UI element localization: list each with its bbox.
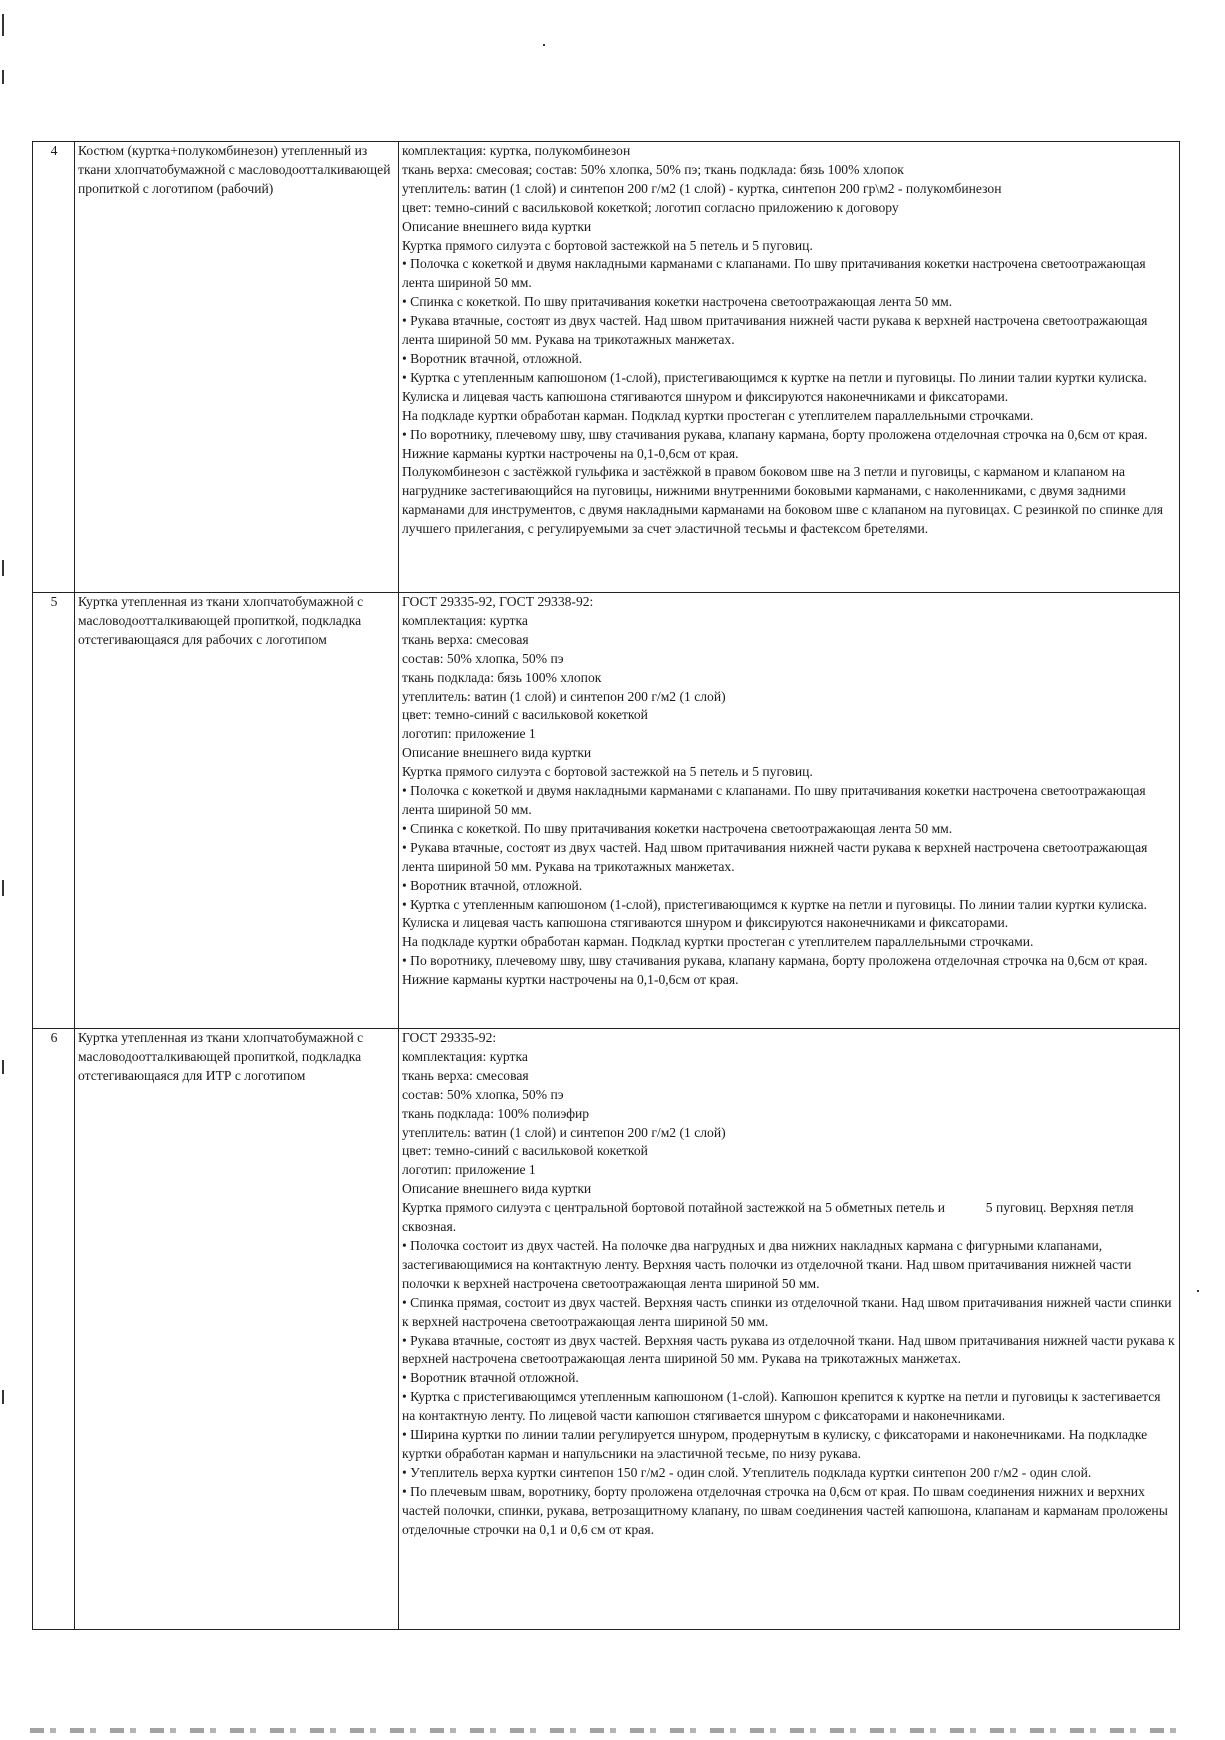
description-line: цвет: темно-синий с васильковой кокеткой <box>402 1143 648 1159</box>
description-line: • Спинка с кокеткой. По шву притачивания кокетки настрочена светоотражающая лента 50 мм. <box>402 820 953 836</box>
item-name: Куртка утепленная из ткани хлопчатобумажной с масловодоотталкивающей пропиткой, подкладка отстегивающаяся для ИТР с логотипом <box>75 1029 399 1630</box>
description-line: ткань верха: смесовая <box>402 631 529 647</box>
description-line: ткань верха: смесовая; состав: 50% хлопка, 50% пэ; ткань подклада: бязь 100% хлопок <box>402 161 904 177</box>
description-line: логотип: приложение 1 <box>402 1162 536 1178</box>
description-line: ткань подклада: бязь 100% хлопок <box>402 669 602 685</box>
description-line: Полукомбинезон с застёжкой гульфика и застёжкой в правом боковом шве на 3 петли и пуговицы, с карманом и клапаном на нагруднике застегивающийся на пуговицы, нижними внутренними боковыми карманами, с наколенниками, с двумя задними карманами для инструментов, с двумя накладными карманами на боковом шве с клапаном на пуговицах. С резинкой по спинке для лучшего прилегания, с регулируемыми за счет эластичной тесьмы и фастексом бретелями. <box>402 464 1167 537</box>
description-line: • По плечевым швам, воротнику, борту проложена отделочная строчка на 0,6см от края. По швам соединения нижних и верхних частей полочки, спинки, рукава, ветрозащитному клапану, по швам соединения частей капюшона, клапанам и карманам проложены отделочные строчки на 0,1 и 0,6 см от края. <box>402 1483 1172 1537</box>
description-line: цвет: темно-синий с васильковой кокеткой; логотип согласно приложению к договору <box>402 199 899 215</box>
description-line: • Воротник втачной отложной. <box>402 1370 579 1386</box>
scan-artifact-left-mark <box>2 560 4 576</box>
description-line: комплектация: куртка <box>402 612 528 628</box>
description-line: состав: 50% хлопка, 50% пэ <box>402 650 564 666</box>
description-line: • Рукава втачные, состоят из двух частей. Над швом притачивания нижней части рукава к верхней настрочена светоотражающая лента шириной 50 мм. Рукава на трикотажных манжетах. <box>402 313 1151 348</box>
description-line: • Полочка с кокеткой и двумя накладными карманами с клапанами. По шву притачивания кокетки настрочена светоотражающая лента шириной 50 мм. <box>402 783 1150 817</box>
description-line: • Воротник втачной, отложной. <box>402 350 583 366</box>
description-line: • Рукава втачные, состоят из двух частей. Верхняя часть рукава из отделочной ткани. Над швом притачивания нижней части рукава к верхней настрочена светоотражающая лента шириной 50 мм. Рукава на трикотажных манжетах. <box>402 1332 1179 1367</box>
description-line: • Спинка с кокеткой. По шву притачивания кокетки настрочена светоотражающая лента 50 мм. <box>402 294 953 310</box>
description-line: состав: 50% хлопка, 50% пэ <box>402 1086 564 1102</box>
description-line: • Куртка с пристегивающимся утепленным капюшоном (1-слой). Капюшон крепится к куртке на петли и пуговицы к застегивается на контактную ленту. По лицевой части капюшон стягивается шнуром с фиксаторами и наконечниками. <box>402 1389 1164 1424</box>
description-line: Описание внешнего вида куртки <box>402 745 592 761</box>
description-line: На подкладе куртки обработан карман. Подклад куртки простеган с утеплителем параллельными строчками. <box>402 407 1034 423</box>
row-number: 6 <box>33 1029 75 1630</box>
description-line: • Воротник втачной, отложной. <box>402 877 583 893</box>
description-line: утеплитель: ватин (1 слой) и синтепон 200 г/м2 (1 слой) - куртка, синтепон 200 гр\м2 - полукомбинезон <box>402 180 1002 196</box>
scan-artifact-left-mark <box>2 70 4 84</box>
item-description <box>399 1029 1180 1630</box>
table-row <box>33 593 1180 1029</box>
specification-table <box>32 141 1180 1630</box>
scan-artifact-left-mark <box>2 1060 4 1074</box>
description-line: • Полочка с кокеткой и двумя накладными карманами с клапанами. По шву притачивания кокетки настрочена светоотражающая лента шириной 50 мм. <box>402 256 1150 291</box>
item-description <box>399 142 1180 593</box>
scan-artifact-left-mark <box>2 14 4 36</box>
description-line: ткань верха: смесовая <box>402 1067 529 1083</box>
item-description <box>399 593 1180 1029</box>
description-line: • Спинка прямая, состоит из двух частей. Верхняя часть спинки из отделочной ткани. Над швом притачивания нижней части спинки к верхней настрочена светоотражающая лента шириной 50 мм. <box>402 1294 1175 1329</box>
description-line: Куртка прямого силуэта с бортовой застежкой на 5 петель и 5 пуговиц. <box>402 237 813 253</box>
description-line: Куртка прямого силуэта с бортовой застежкой на 5 петель и 5 пуговиц. <box>402 764 813 780</box>
description-line: • Рукава втачные, состоят из двух частей. Над швом притачивания нижней части рукава к верхней настрочена светоотражающая лента шириной 50 мм. Рукава на трикотажных манжетах. <box>402 839 1151 874</box>
description-line: • Утеплитель верха куртки синтепон 150 г/м2 - один слой. Утеплитель подклада куртки синтепон 200 г/м2 - один слой. <box>402 1464 1092 1480</box>
table-row <box>33 142 1180 593</box>
description-line: цвет: темно-синий с васильковой кокеткой <box>402 707 648 723</box>
row-number: 4 <box>33 142 75 593</box>
description-line: • По воротнику, плечевому шву, шву стачивания рукава, клапану кармана, борту проложена отделочная строчка на 0,6см от края. Нижние карманы куртки настрочены на 0,1-0,6см от края. <box>402 426 1151 461</box>
scan-artifact-bottom-edge <box>30 1728 1190 1733</box>
scan-artifact-dot <box>543 44 545 46</box>
description-line: ГОСТ 29335-92, ГОСТ 29338-92: <box>402 594 594 609</box>
scan-artifact-dot <box>1197 1290 1199 1292</box>
description-line: комплектация: куртка <box>402 1048 528 1064</box>
description-line: Описание внешнего вида куртки <box>402 1181 592 1197</box>
description-line: • Куртка с утепленным капюшоном (1-слой), пристегивающимся к куртке на петли и пуговицы. По линии талии куртки кулиска. Кулиска и лицевая часть капюшона стягиваются шнуром и фиксируются наконечниками и фиксаторами. <box>402 896 1151 931</box>
item-name: Костюм (куртка+полукомбинезон) утепленный из ткани хлопчатобумажной с масловодоотталкивающей пропиткой с логотипом (рабочий) <box>75 142 399 593</box>
item-name: Куртка утепленная из ткани хлопчатобумажной с масловодоотталкивающей пропиткой, подкладка отстегивающаяся для рабочих с логотипом <box>75 593 399 1029</box>
description-line: логотип: приложение 1 <box>402 726 536 742</box>
description-line: комплектация: куртка, полукомбинезон <box>402 143 631 158</box>
description-line: • Ширина куртки по линии талии регулируется шнуром, продернутым в кулиску, с фиксаторами и наконечниками. На подкладке куртки обработан карман и напульсники на эластичной тесьме, по низу рукава. <box>402 1427 1151 1461</box>
description-line: На подкладе куртки обработан карман. Подклад куртки простеган с утеплителем параллельными строчками. <box>402 934 1034 950</box>
description-line: Описание внешнего вида куртки <box>402 218 592 234</box>
row-number: 5 <box>33 593 75 1029</box>
description-line: • По воротнику, плечевому шву, шву стачивания рукава, клапану кармана, борту проложена отделочная строчка на 0,6см от края. Нижние карманы куртки настрочены на 0,1-0,6см от края. <box>402 953 1151 988</box>
description-line: Куртка прямого силуэта с центральной бортовой потайной застежкой на 5 обметных петель и 5 пуговиц. Верхняя петля сквозная. <box>402 1200 1138 1235</box>
description-line: • Полочка состоит из двух частей. На полочке два нагрудных и два нижних накладных кармана с фигурными клапанами, застегивающимися на контактную ленту. Верхняя часть полочки из отделочной ткани. Над швом притачивания нижней части полочки к верхней настрочена светоотражающая лента шириной 50 мм. <box>402 1237 1135 1291</box>
description-line: ГОСТ 29335-92: <box>402 1030 497 1045</box>
description-line: утеплитель: ватин (1 слой) и синтепон 200 г/м2 (1 слой) <box>402 1124 726 1140</box>
description-line: утеплитель: ватин (1 слой) и синтепон 200 г/м2 (1 слой) <box>402 688 726 704</box>
description-line: ткань подклада: 100% полиэфир <box>402 1105 590 1121</box>
scan-artifact-left-mark <box>2 1390 4 1404</box>
scan-artifact-left-mark <box>2 880 4 896</box>
description-line: • Куртка с утепленным капюшоном (1-слой), пристегивающимся к куртке на петли и пуговицы. По линии талии куртки кулиска. Кулиска и лицевая часть капюшона стягиваются шнуром и фиксируются наконечниками и фиксаторами. <box>402 369 1151 404</box>
table-row <box>33 1029 1180 1630</box>
